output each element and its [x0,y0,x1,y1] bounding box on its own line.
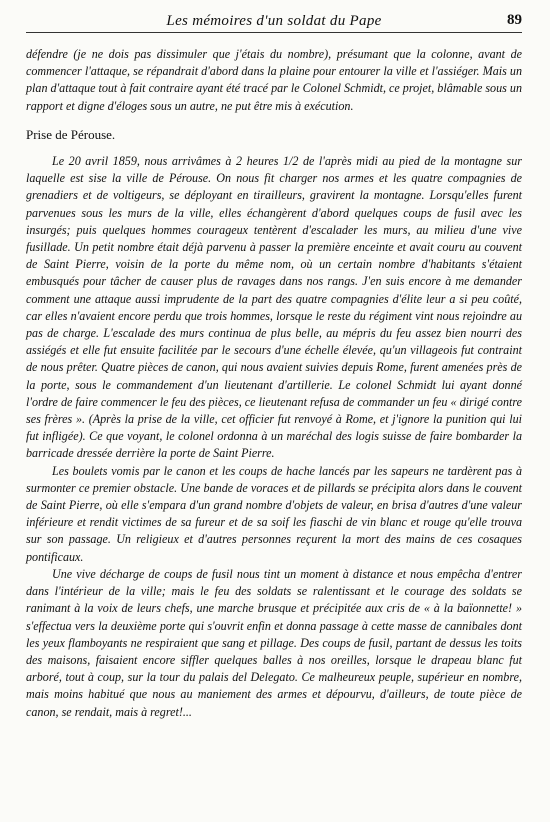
section-title: Prise de Pérouse. [26,126,116,142]
paragraph: Une vive décharge de coups de fusil nous tint un moment à distance et nous empêcha d'entrer dans l'intérieur de la ville; mais le feu des soldats se ralentissant et le courage des soldats se ranimant à la voix de leurs chefs, une marche brusque et précipitée aux cris de « à la baïonnette! » s'effectua vers la deuxième porte qui s'ouvrit enfin et donna passage à cette masse de cannibales dont les yeux flamboyants ne respiraient que sang et pillage. Des coups de fusil, partant de dessus les toits des maisons, faisaient encore siffler quelques balles à nos oreilles, lorsque le drapeau blanc fut arboré, tout à coup, sur la tour du palais del Delegato. Ce malheureux peuple, supérieur en nombre, mais moins habitué que nous au maniement des armes et dépourvu, d'ailleurs, de toute pièce de canon, se rendait, mais à regret!... [26,566,522,719]
page-number: 89 [507,12,522,28]
running-title: Les mémoires d'un soldat du Pape [166,13,382,29]
intro-paragraph: défendre (je ne dois pas dissimuler que j'étais du nombre), présumant que la colonne, avant de commencer l'attaque, se répandrait d'abord dans la plaine pour entourer la ville et l'assiéger. Mais un plan d'attaque tout à fait contraire ayant été tracé par le Colonel Schmidt, ce projet, blâmable sous un rapport et digne d'éloges sous un autre, ne put être mis à exécution. [26,47,522,113]
paragraph: Le 20 avril 1859, nous arrivâmes à 2 heures 1/2 de l'après midi au pied de la montagne sur laquelle est sise la ville de Pérouse. On nous fit charger nos armes et les quatre compagnies de grenadiers et de voltigeurs, se déployant en tirailleurs, gravirent la montagne. Lorsqu'elles furent parvenues sous les murs de la ville, elles échangèrent d'abord quelques coups de fusil avec les insurgés; puis quelques hommes courageux tentèrent d'escalader les murs, au milieu d'une vive fusillade. Un petit nombre était déjà parvenu à passer la première enceinte et avait couru au couvent de Saint Pierre, voisin de la porte du même nom, où un certain nombre d'habitants s'étaient embusqués pour tâcher de causer plus de ravages dans nos rangs. J'en suis encore à me demander comment une attaque aussi imprudente de la part des quatre compagnies d'élite leur a si peu coûté, car elles n'avaient encore perdu que trois hommes, lorsque le reste du régiment vint nous rejoindre au pas de charge. L'escalade des murs continua de plus belle, au mépris du feu assez bien nourri des assiégés et elle fut ensuite facilitée par le secours d'une échelle élevée, qu'un villageois fut contraint de nous prêter. Quatre pièces de canon, qui nous avaient suivies depuis Rome, furent amenées près de la porte, sous le commandement d'un lieutenant d'artillerie. Le colonel Schmidt lui ayant donné l'ordre de faire commencer le feu des pièces, ce lieutenant refusa de commander un feu « dirigé contre ses frères ». (Après la prise de la ville, cet officier fut renvoyé à Rome, et j'ignore la punition qui lui fut infligée). Ce que voyant, le colonel ordonna à un maréchal des logis suisse de faire bombarder la barricade dressée derrière la porte de Saint Pierre. [26,154,522,461]
paragraph: Les boulets vomis par le canon et les coups de hache lancés par les sapeurs ne tardèrent pas à surmonter ce premier obstacle. Une bande de voraces et de pillards se précipita alors dans le couvent de Saint Pierre, où elle s'empara d'un grand nombre d'objets de valeur, en brisa d'autres d'une valeur inférieure et rendit victimes de sa fureur et de sa soif les fiaschi de vin blanc et rouge qu'elle trouva sur son passage. Un religieux et d'autres personnes reçurent la mort des mains de ces cosaques pontificaux. [26,463,522,564]
page-header [26,10,522,33]
body-text [26,46,522,721]
